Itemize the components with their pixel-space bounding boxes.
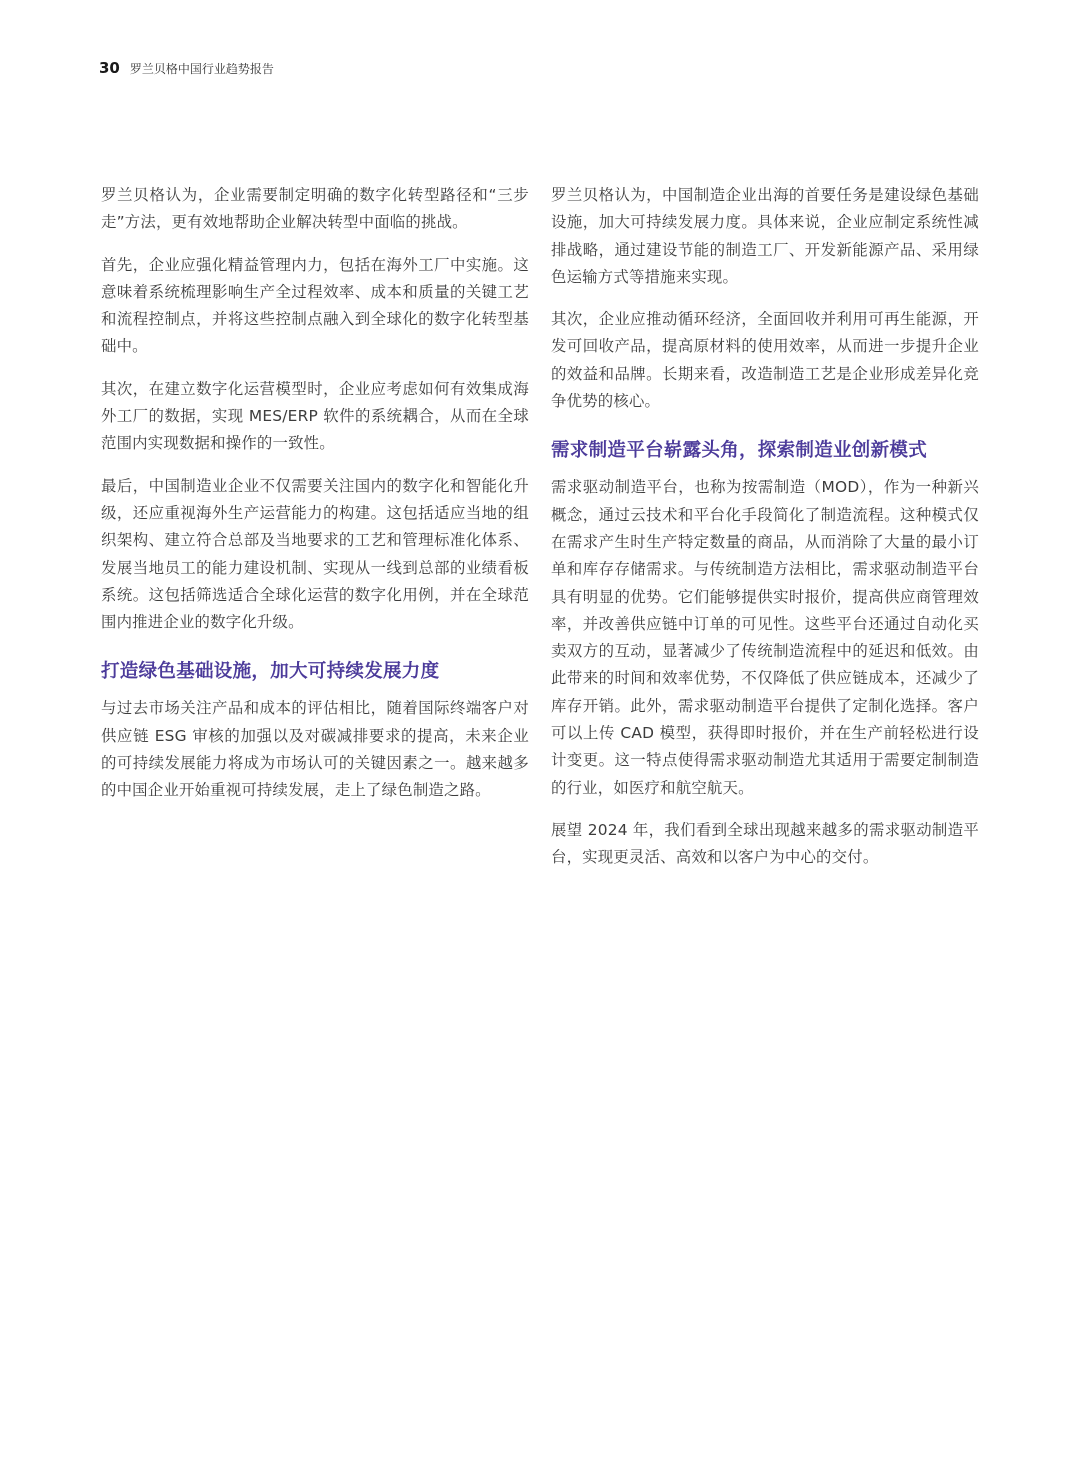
section-heading-on-demand-manufacturing: 需求制造平台崭露头角，探索制造业创新模式 <box>551 440 928 462</box>
paragraph: 需求驱动制造平台，也称为按需制造（MOD），作为一种新兴概念，通过云技术和平台化手段简化了制造流程。这种模式仅在需求产生时生产特定数量的商品，从而消除了大量的最小订单和库存存储需求。与传统制造方法相比，需求驱动制造平台具有明显的优势。它们能够提供实时报价，提高供应商管理效率，并改善供应链中订单的可见性。这些平台还通过自动化买卖双方的互动，显著减少了传统制造流程中的延迟和低效。由此带来的时间和效率优势，不仅降低了供应链成本，还减少了库存开销。此外，需求驱动制造平台提供了定制化选择。客户可以上传 CAD 模型，获得即时报价，并在生产前轻松进行设计变更。这一特点使得需求驱动制造尤其适用于需要定制制造的行业，如医疗和航空航天。 <box>551 478 979 797</box>
paragraph: 罗兰贝格认为，中国制造企业出海的首要任务是建设绿色基础设施，加大可持续发展力度。具体来说，企业应制定系统性减排战略，通过建设节能的制造工厂、开发新能源产品、采用绿色运输方式等措施来实现。 <box>551 186 979 286</box>
right-column <box>551 182 979 887</box>
report-title: 罗兰贝格中国行业趋势报告 <box>129 62 274 76</box>
page-header <box>99 59 274 79</box>
paragraph: 最后，中国制造业企业不仅需要关注国内的数字化和智能化升级，还应重视海外生产运营能力的构建。这包括适应当地的组织架构、建立符合总部及当地要求的工艺和管理标准化体系、发展当地员工的能力建设机制、实现从一线到总部的业绩看板系统。这包括筛选适合全球化运营的数字化用例，并在全球范围内推进企业的数字化升级。 <box>101 476 529 632</box>
paragraph: 展望 2024 年，我们看到全球出现越来越多的需求驱动制造平台，实现更灵活、高效和以客户为中心的交付。 <box>551 820 979 867</box>
paragraph: 其次，企业应推动循环经济，全面回收并利用可再生能源，开发可回收产品，提高原材料的使用效率，从而进一步提升企业的效益和品牌。长期来看，改造制造工艺是企业形成差异化竞争优势的核心。 <box>551 310 979 411</box>
page-number: 30 <box>99 59 120 77</box>
paragraph: 其次，在建立数字化运营模型时，企业应考虑如何有效集成海外工厂的数据，实现 MES/ERP 软件的系统耦合，从而在全球范围内实现数据和操作的一致性。 <box>101 379 529 453</box>
paragraph: 罗兰贝格认为，企业需要制定明确的数字化转型路径和“三步走”方法，更有效地帮助企业解决转型中面临的挑战。 <box>101 186 529 232</box>
paragraph: 首先，企业应强化精益管理内力，包括在海外工厂中实施。这意味着系统梳理影响生产全过程效率、成本和质量的关键工艺和流程控制点，并将这些控制点融入到全球化的数字化转型基础中。 <box>101 255 529 356</box>
paragraph: 与过去市场关注产品和成本的评估相比，随着国际终端客户对供应链 ESG 审核的加强以及对碳减排要求的提高，未来企业的可持续发展能力将成为市场认可的关键因素之一。越来越多的中国企业开始重视可持续发展，走上了绿色制造之路。 <box>101 699 529 800</box>
section-heading-green-infrastructure: 打造绿色基础设施，加大可持续发展力度 <box>101 661 440 683</box>
left-column <box>101 182 529 820</box>
